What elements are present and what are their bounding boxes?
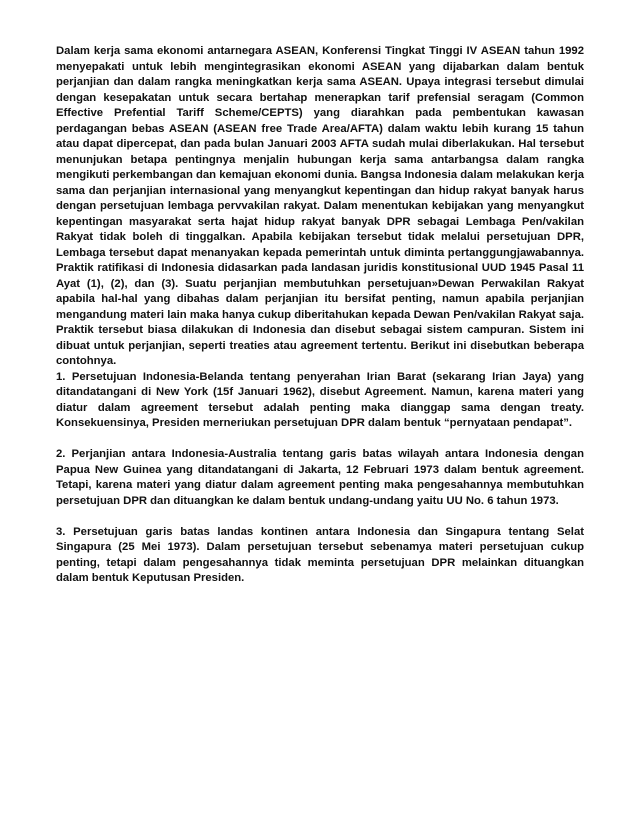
- list-item-2: 2. Perjanjian antara Indonesia-Australia tentang garis batas wilayah antara Indonesia dengan Papua New Guinea yang ditandatangani di Jakarta, 12 Februari 1973 dalam bentuk agreement. Tetapi, karena materi yang diatur dalam agreement penting maka pengesahannya membutuhkan persetujuan DPR dan dituangkan ke dalam bentuk undang-undang yaitu UU No. 6 tahun 1973.: [56, 448, 584, 507]
- document-page: [56, 44, 584, 587]
- list-item-3: 3. Persetujuan garis batas landas kontinen antara Indonesia dan Singapura tentang Selat Singapura (25 Mei 1973). Dalam persetujuan tersebut sebenamya materi persetujuan cukup penting, tetapi dalam pengesahannya tidak meminta persetujuan DPR melainkan dituangkan dalam bentuk Keputusan Presiden.: [56, 525, 584, 584]
- intro-paragraph: Dalam kerja sama ekonomi antarnegara ASEAN, Konferensi Tingkat Tinggi IV ASEAN tahun 1992 menyepakati untuk lebih mengintegrasikan ekonomi ASEAN yang dijabarkan dalam bentuk perjanjian dan dalam rangka meningkatkan kerja sama ASEAN. Upaya integrasi tersebut dimulai dengan kesepakatan untuk secara bertahap menerapkan tarif prefensial seragam (Common Effective Prefential Tariff Scheme/CEPTS) yang diarahkan pada pembentukan kawasan perdagangan bebas ASEAN (ASEAN free Trade Area/AFTA) dalam waktu lebih kurang 15 tahun atau dapat dipercepat, dan pada bulan Januari 2003 AFTA sudah mulai diberlakukan. Hal tersebut menunjukan betapa pentingnya menjalin hubungan kerja sama antarbangsa dalam rangka mengikuti perkembangan dan kemajuan ekonomi dunia. Bangsa Indonesia dalam melakukan kerja sama dan perjanjian internasional yang menyangkut kepentingan dan hidup rakyat banyak harus dengan persetujuan lembaga pervvakilan rakyat. Dalam menentukan kebijakan yang menyangkut kepentingan masyarakat serta hajat hidup rakyat banyak DPR sebagai Lembaga Pen/vakilan Rakyat tidak boleh di tinggalkan. Apabila kebijakan tersebut tidak melalui persetujuan DPR, Lembaga tersebut dapat menanyakan kepada pemerintah untuk diminta pertanggungjawabannya. Praktik ratifikasi di Indonesia didasarkan pada landasan juridis konstitusional UUD 1945 Pasal 11 Ayat (1), (2), dan (3). Suatu perjanjian membutuhkan persetujuan»Dewan Perwakilan Rakyat apabila hal-hal yang dibahas dalam perjanjian itu bersifat penting, namun apabila perjanjian mengandung materi lain maka hanya cukup diberitahukan kepada Dewan Pen/vakilan Rakyat saja. Praktik tersebut biasa dilakukan di Indonesia dan disebut sebagai sistem campuran. Sistem ini dibuat untuk perjanjian, seperti treaties atau agreement tertentu. Berikut ini disebutkan beberapa contohnya.: [56, 45, 584, 367]
- list-item-1: 1. Persetujuan Indonesia-Belanda tentang penyerahan Irian Barat (sekarang Irian Jaya) yang ditandatangani di New York (15f Januari 1962), disebut Agreement. Namun, karena materi yang diatur dalam agreement tersebut adalah penting maka dianggap sama dengan treaty. Konsekuensinya, Presiden merneriukan persetujuan DPR dalam bentuk “pernyataan pendapat”.: [56, 370, 584, 429]
